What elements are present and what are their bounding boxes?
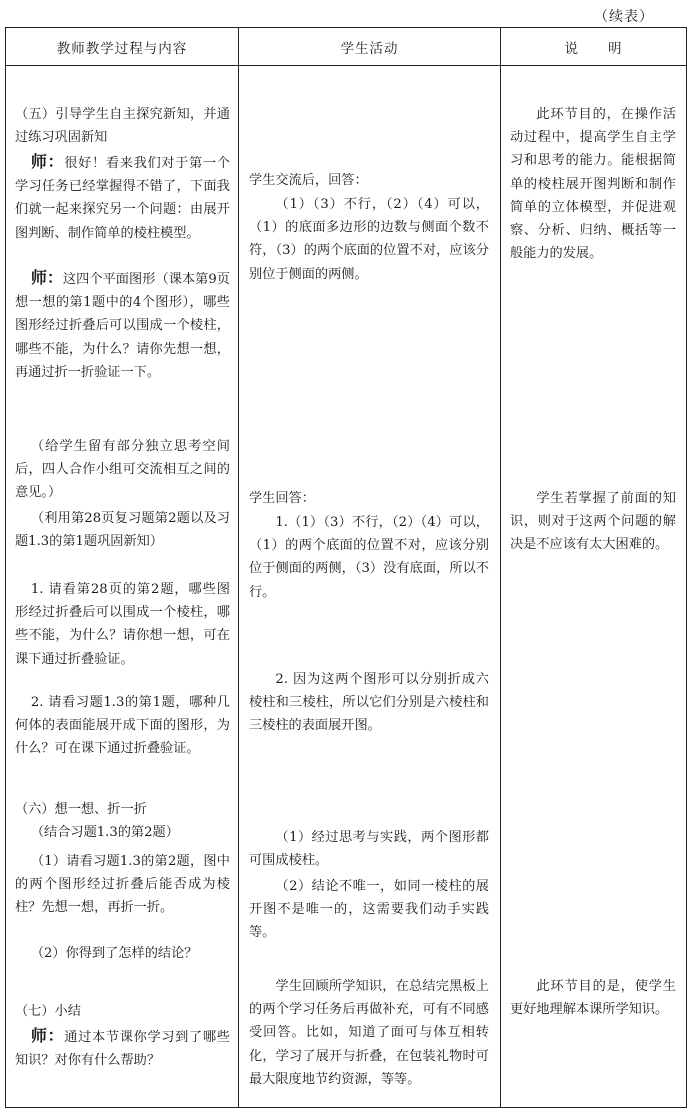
note-3: 此环节目的是，使学生更好地理解本课所学知识。 [510,979,676,1018]
section-6-heading: （六）想一想、折一折 [15,802,147,817]
student-intro-2: 学生回答： [249,491,315,506]
section-5-heading: （五）引导学生自主探究新知，并通过练习巩固新知 [15,107,230,146]
exercise-1: 1. 请看第28页的第2题，哪些图形经过折叠后可以围成一个棱柱，哪些不能，为什么？请你想一想，可在课下通过折叠验证。 [15,582,230,667]
student-answer-4: （1）经过思考与实践，两个图形都可围成棱柱。 [249,830,489,869]
student-answer-2: 1.（1）（3）不行，（2）（4）可以，（1）的两个底面的位置不对，应该分别位于侧面的两侧，（3）没有底面，所以不行。 [249,515,489,600]
review-note: （利用第28页复习题第2题以及习题1.3的第1题巩固新知） [15,511,230,550]
teacher-label: 师： [30,1026,65,1045]
header-row [6,28,687,66]
student-intro-1: 学生交流后，回答： [249,173,368,188]
fold-question-2: （2）你得到了怎样的结论？ [30,946,198,961]
student-answer-5: （2）结论不唯一，如同一棱柱的展开图不是唯一的，这需要我们动手实践等。 [249,879,489,941]
teacher-column [6,66,239,1108]
section-6-note: （结合习题1.3的第2题） [30,825,179,840]
header-notes: 说 明 [501,28,687,66]
teacher-summary [15,1024,230,1072]
content-row [6,66,687,1108]
lesson-plan-table [5,27,687,1108]
teacher-remark-2-text: 这四个平面图形（课本第9页想一想的第1题中的4个图形），哪些图形经过折叠后可以围成一个棱柱，哪些不能，为什么？请你先想一想，再通过折一折验证一下。 [15,272,230,380]
teacher-remark-1 [15,150,230,245]
student-answer-3: 2. 因为这两个图形可以分别折成六棱柱和三棱柱，所以它们分别是六棱柱和三棱柱的表面展开图。 [249,672,489,734]
exercise-2: 2. 请看习题1.3的第1题，哪种几何体的表面能展开成下面的图形，为什么？可在课下通过折叠验证。 [15,695,230,757]
section-7-heading: （七）小结 [15,1004,81,1019]
fold-question-1: （1）请看习题1.3的第2题，图中的两个图形经过折叠后能否成为棱柱？先想一想，再折一折。 [15,854,230,916]
continued-label: （续表） [594,9,654,25]
group-note: （给学生留有部分独立思考空间后，四人合作小组可交流相互之间的意见。） [15,439,230,501]
note-1: 此环节目的，在操作活动过程中，提高学生自主学习和思考的能力。能根据简单的棱柱展开图判断和制作简单的立体模型，并促进观察、分析、归纳、概括等一般能力的发展。 [510,107,676,262]
student-answer-1: （1）（3）不行，（2）（4）可以，（1）的底面多边形的边数与侧面个数不符，（3）的两个底面的位置不对，应该分别位于侧面的两侧。 [249,197,489,282]
student-summary: 学生回顾所学知识，在总结完黑板上的两个学习任务后再做补充，可有不同感受回答。比如，知道了面可与体互相转化，学习了展开与折叠，在包装礼物时可最大限度地节约资源，等等。 [249,979,489,1087]
teacher-remark-2 [15,266,230,384]
header-teacher: 教师教学过程与内容 [6,28,239,66]
teacher-label: 师： [30,268,63,287]
note-2: 学生若掌握了前面的知识，则对于这两个问题的解决是不应该有太大困难的。 [510,491,676,553]
notes-column [501,66,687,1108]
teacher-summary-text: 通过本节课你学习到了哪些知识？对你有什么帮助？ [15,1030,230,1069]
teacher-label: 师： [30,152,65,171]
header-student: 学生活动 [239,28,501,66]
student-column [239,66,501,1108]
teacher-remark-1-text: 很好！看来我们对于第一个学习任务已经掌握得不错了，下面我们就一起来探究另一个问题：由展开图判断、制作简单的棱柱模型。 [15,156,230,241]
